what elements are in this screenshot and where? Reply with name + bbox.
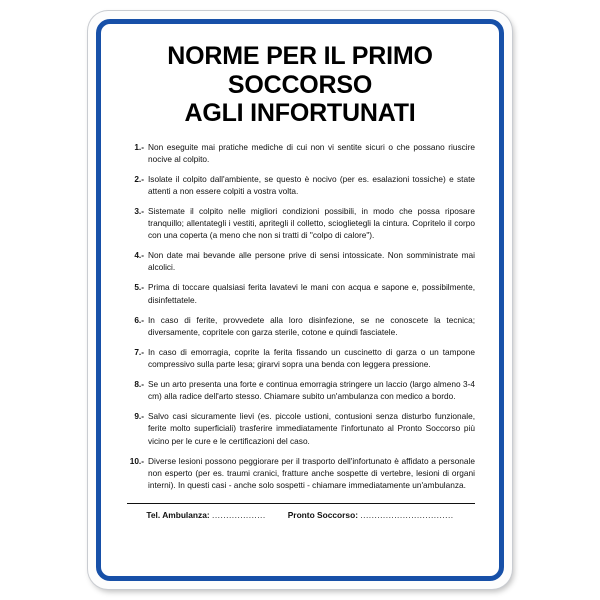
list-item	[127, 205, 475, 241]
first-aid-label: Pronto Soccorso:	[287, 510, 358, 521]
rule-number: 3.-	[134, 205, 144, 216]
rule-text: Prima di toccare qualsiasi ferita lavatevi le mani con acqua e sapone e, possibilmente, disinfettatele.	[148, 282, 475, 305]
list-item	[127, 410, 475, 446]
sign-title-line-1: NORME PER IL PRIMO SOCCORSO	[167, 42, 433, 99]
footer-contacts	[119, 510, 481, 520]
rule-text: Isolate il colpito dall'ambiente, se questo è nocivo (per es. esalazioni tossiche) e state attenti a non essere colpiti a vostra volta.	[148, 173, 475, 196]
rule-text: Se un arto presenta una forte e continua emorragia stringere un laccio (largo almeno 3-4 cm) alla radice dell'arto stesso. Chiamare subito un'ambulanza con medico a bordo.	[148, 379, 475, 402]
rule-number: 7.-	[134, 346, 144, 357]
rule-number: 9.-	[134, 411, 144, 422]
footer-divider	[127, 503, 475, 504]
blue-border-frame	[96, 19, 504, 581]
ambulance-value: ...................	[212, 510, 266, 521]
rule-number: 8.-	[134, 379, 144, 390]
rule-number: 5.-	[134, 282, 144, 293]
ambulance-field	[146, 510, 265, 520]
rule-text: Non eseguite mai pratiche mediche di cui non vi sentite sicuri o che possano riuscire nocive al colpito.	[148, 141, 475, 164]
list-item	[127, 173, 475, 197]
ambulance-label: Tel. Ambulanza:	[146, 510, 210, 521]
list-item	[127, 281, 475, 305]
first-aid-value: .................................	[360, 510, 454, 521]
rule-text: Sistemate il colpito nelle migliori condizioni possibili, in modo che possa riposare tranquillo; allentategli i vestiti, apritegli il colletto, scioglietegli la cintura. Copritelo il corpo con una coperta (a meno che non si tratti di "colpo di calore").	[148, 205, 475, 241]
sign-content	[101, 24, 499, 576]
first-aid-field	[288, 510, 454, 520]
rule-number: 1.-	[134, 141, 144, 152]
list-item	[127, 455, 475, 491]
sign-title	[123, 42, 477, 128]
sign-plate	[88, 11, 512, 589]
list-item	[127, 378, 475, 402]
rule-text: Diverse lesioni possono peggiorare per il trasporto dell'infortunato è affidato a personale non esperto (per es. traumi cranici, fratture anche sospette di vertebre, lesioni di organi interni). In questi casi - anche solo sospetti - chiamare immediatamente un'ambulanza.	[148, 455, 475, 490]
rule-number: 4.-	[134, 250, 144, 261]
list-item	[127, 141, 475, 165]
list-item	[127, 314, 475, 338]
list-item	[127, 249, 475, 273]
rule-number: 10.-	[129, 455, 144, 466]
rule-number: 6.-	[134, 314, 144, 325]
sign-title-line-2: AGLI INFORTUNATI	[184, 99, 416, 127]
rule-text: In caso di ferite, provvedete alla loro disinfezione, se ne conoscete la tecnica; diversamente, copritele con garza sterile, cotone e quindi fasciatele.	[148, 314, 475, 337]
list-item	[127, 346, 475, 370]
rule-text: Salvo casi sicuramente lievi (es. piccole ustioni, contusioni senza disturbo funzionale, ferite molto superficiali) trasferire immediatamente l'infortunato al Pronto Soccorso più vicino per le cure e le certificazioni del caso.	[148, 411, 475, 446]
rule-number: 2.-	[134, 173, 144, 184]
rules-list	[119, 141, 481, 492]
rule-text: Non date mai bevande alle persone prive di sensi intossicate. Non somministrate mai alcolici.	[148, 250, 475, 273]
rule-text: In caso di emorragia, coprite la ferita fissando un cuscinetto di garza o un tampone compressivo sulla parte lesa; girarvi sopra una benda con leggera pressione.	[148, 346, 475, 370]
